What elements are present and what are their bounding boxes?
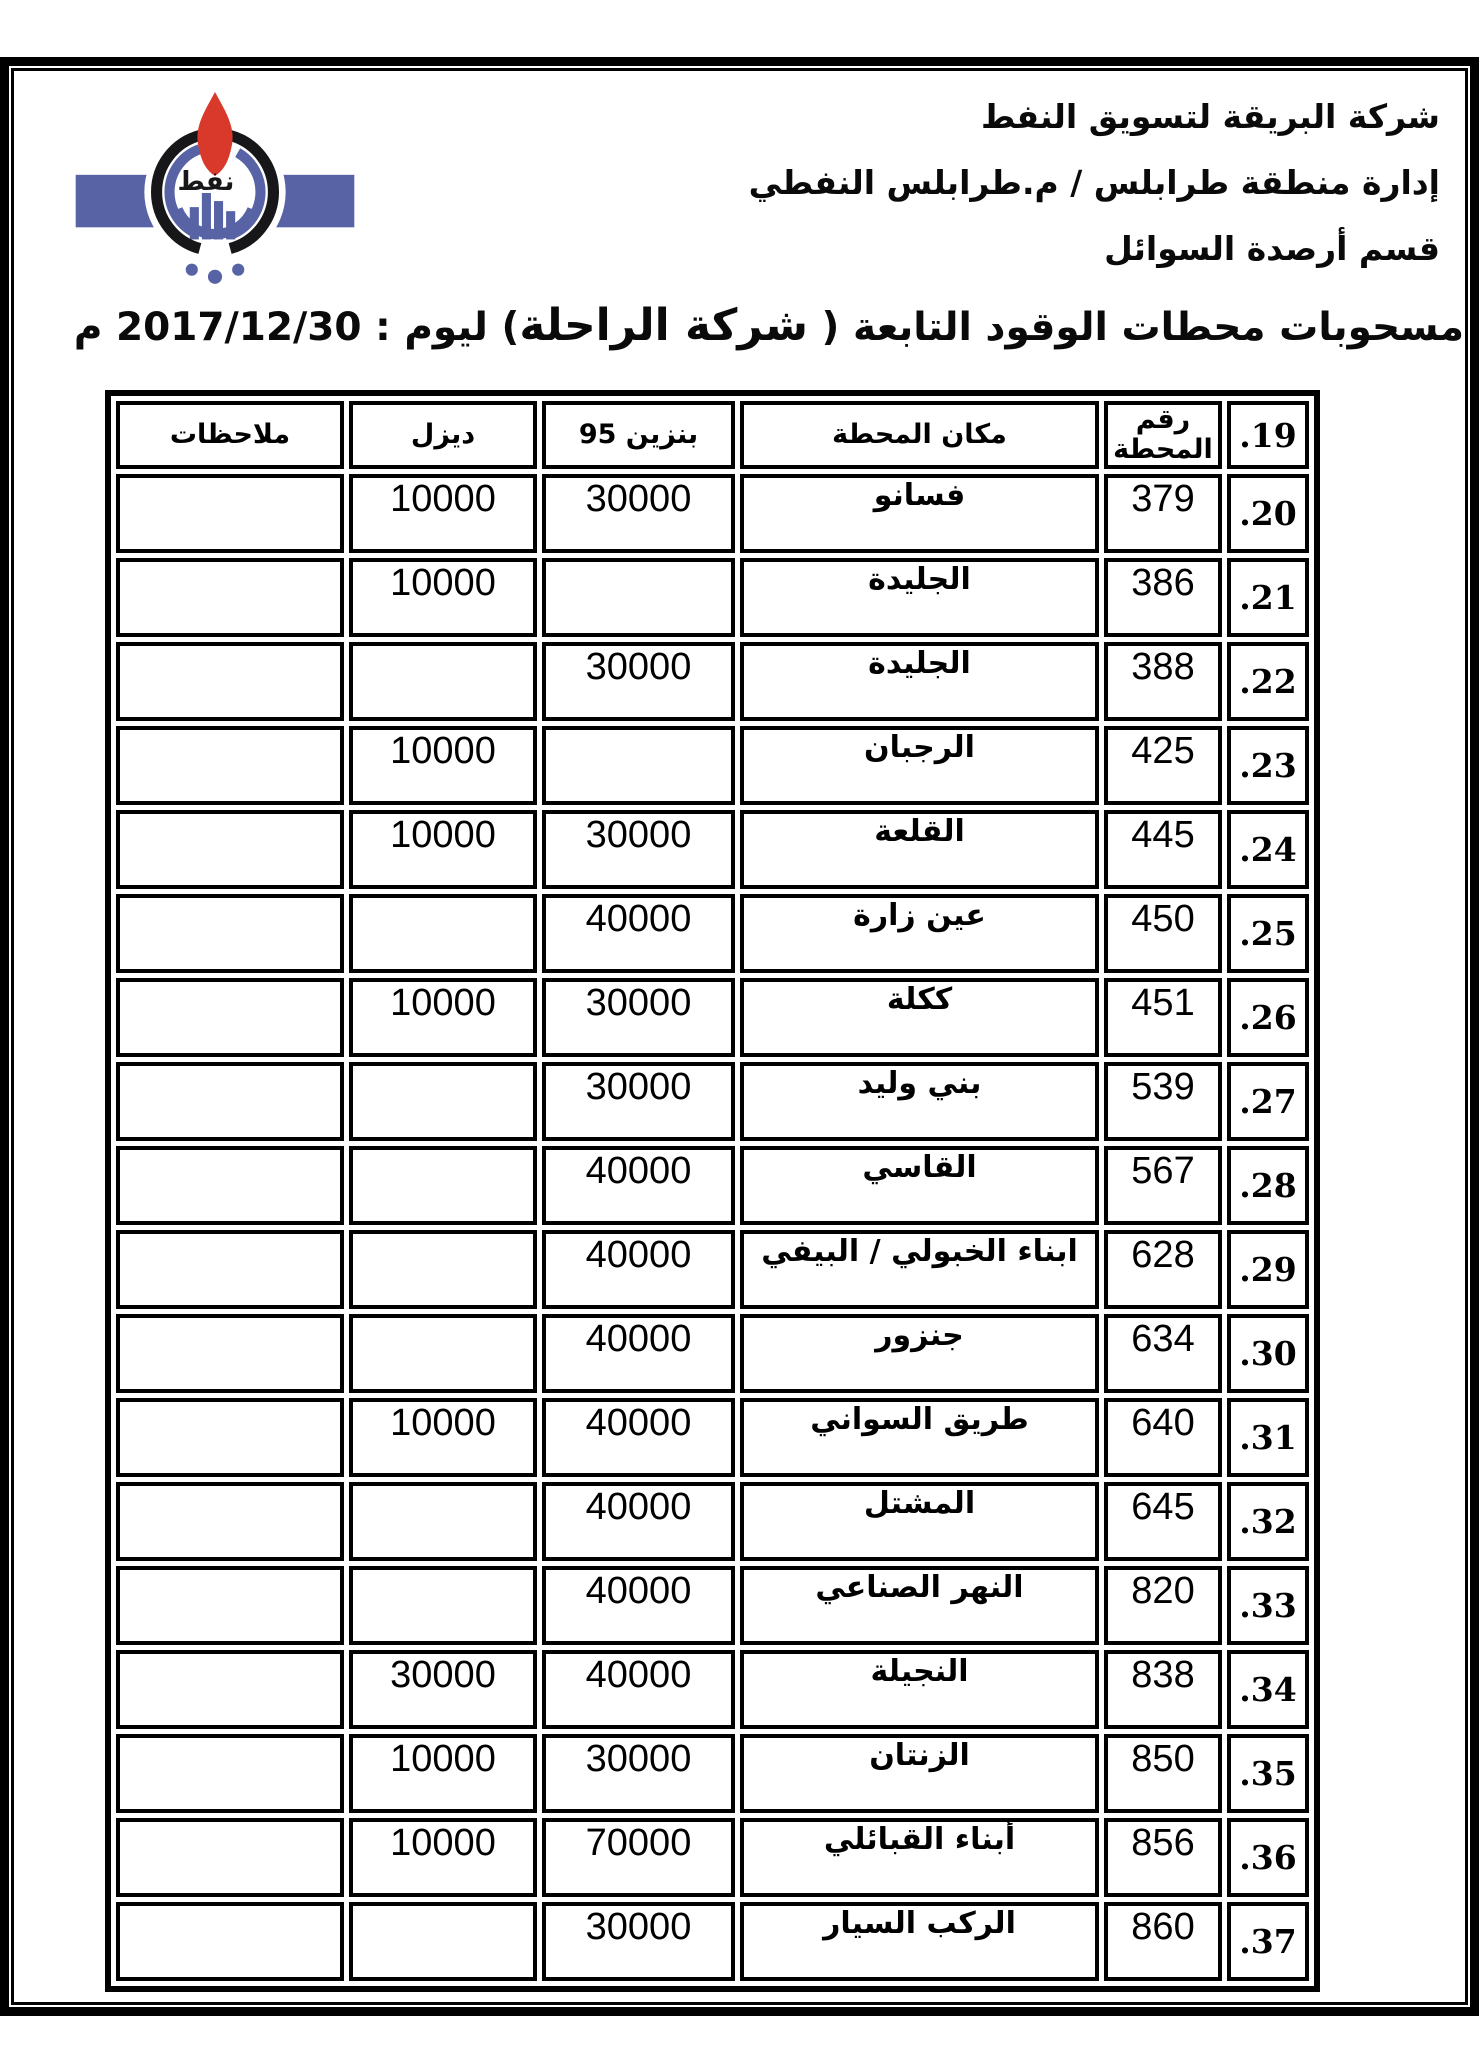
row-number-cell: [1227, 1650, 1309, 1729]
table-row: [116, 1062, 1309, 1141]
benzin95-amount-cell: 30000: [542, 1902, 735, 1981]
station-location-cell: النجيلة: [740, 1650, 1099, 1729]
table-row: [116, 474, 1309, 553]
table-row: [116, 1146, 1309, 1225]
notes-cell: [116, 1482, 344, 1561]
diesel-amount-cell: [349, 1314, 537, 1393]
row-number: .33: [1239, 1586, 1297, 1625]
diesel-amount-cell: 10000: [349, 1398, 537, 1477]
station-number-cell: 820: [1104, 1566, 1222, 1645]
row-number: .25: [1239, 914, 1297, 953]
station-location-cell: طريق السواني: [740, 1398, 1099, 1477]
org-department-line: قسم أرصدة السوائل: [1104, 229, 1440, 268]
title-prefix: مسحوبات محطات الوقود التابعة (: [807, 305, 1464, 350]
benzin95-amount-cell: 40000: [542, 1230, 735, 1309]
notes-cell: [116, 810, 344, 889]
row-number: .26: [1239, 998, 1297, 1037]
benzin95-amount-cell: 30000: [542, 642, 735, 721]
table-row: [116, 894, 1309, 973]
station-location-cell: ككلة: [740, 978, 1099, 1057]
station-location-cell: الزنتان: [740, 1734, 1099, 1813]
notes-cell: [116, 1146, 344, 1225]
title-company-name: شركة الراحلة: [519, 300, 808, 351]
table-row: [116, 1314, 1309, 1393]
row-number: .21: [1239, 578, 1297, 617]
row-number-cell: [1227, 1314, 1309, 1393]
header-notes: ملاحظات: [116, 401, 344, 469]
oil-flame-emblem-icon: [72, 88, 358, 300]
station-number-cell: 856: [1104, 1818, 1222, 1897]
station-number-cell: 628: [1104, 1230, 1222, 1309]
benzin95-amount-cell: 40000: [542, 894, 735, 973]
row-number: .30: [1239, 1334, 1297, 1373]
station-number-cell: 539: [1104, 1062, 1222, 1141]
station-number-cell: 388: [1104, 642, 1222, 721]
notes-cell: [116, 978, 344, 1057]
notes-cell: [116, 1818, 344, 1897]
diesel-amount-cell: 10000: [349, 558, 537, 637]
row-number: .32: [1239, 1502, 1297, 1541]
table-row: [116, 1818, 1309, 1897]
row-number-cell: [1227, 1734, 1309, 1813]
row-number-cell: [1227, 1230, 1309, 1309]
diesel-amount-cell: [349, 1482, 537, 1561]
notes-cell: [116, 894, 344, 973]
benzin95-amount-cell: 40000: [542, 1146, 735, 1225]
logo-caption: نفط: [177, 166, 235, 197]
station-location-cell: القاسي: [740, 1146, 1099, 1225]
station-location-cell: فسانو: [740, 474, 1099, 553]
station-location-cell: أبناء القبائلي: [740, 1818, 1099, 1897]
benzin95-amount-cell: 30000: [542, 978, 735, 1057]
benzin95-amount-cell: 40000: [542, 1314, 735, 1393]
station-location-cell: المشتل: [740, 1482, 1099, 1561]
station-location-cell: عين زارة: [740, 894, 1099, 973]
notes-cell: [116, 726, 344, 805]
header-diesel: ديزل: [349, 401, 537, 469]
table-row: [116, 978, 1309, 1057]
diesel-amount-cell: 10000: [349, 726, 537, 805]
diesel-amount-cell: [349, 1230, 537, 1309]
benzin95-amount-cell: 40000: [542, 1398, 735, 1477]
table-row: [116, 1734, 1309, 1813]
table-row: [116, 1566, 1309, 1645]
letterhead: [540, 84, 1440, 282]
benzin95-amount-cell: [542, 558, 735, 637]
diesel-amount-cell: [349, 894, 537, 973]
row-number-cell: [1227, 474, 1309, 553]
notes-cell: [116, 474, 344, 553]
benzin95-amount-cell: 30000: [542, 474, 735, 553]
row-number: .31: [1239, 1418, 1297, 1457]
notes-cell: [116, 1230, 344, 1309]
row-number: .29: [1239, 1250, 1297, 1289]
station-number-cell: 379: [1104, 474, 1222, 553]
diesel-amount-cell: [349, 1902, 537, 1981]
table-row: [116, 1902, 1309, 1981]
notes-cell: [116, 1650, 344, 1729]
table-row: [116, 558, 1309, 637]
benzin95-amount-cell: 40000: [542, 1566, 735, 1645]
table-row: [116, 726, 1309, 805]
station-number-cell: 445: [1104, 810, 1222, 889]
row-number: .35: [1239, 1754, 1297, 1793]
station-location-cell: الركب السيار: [740, 1902, 1099, 1981]
station-location-cell: الرجبان: [740, 726, 1099, 805]
notes-cell: [116, 1566, 344, 1645]
table-row: [116, 1650, 1309, 1729]
row-number-cell: [1227, 642, 1309, 721]
benzin95-amount-cell: 40000: [542, 1482, 735, 1561]
table-row: [116, 1230, 1309, 1309]
station-location-cell: الجليدة: [740, 642, 1099, 721]
diesel-amount-cell: 10000: [349, 810, 537, 889]
benzin95-amount-cell: 70000: [542, 1818, 735, 1897]
station-location-cell: الجليدة: [740, 558, 1099, 637]
diesel-amount-cell: 10000: [349, 1818, 537, 1897]
title-suffix: ) ليوم : 2017/12/30 م: [73, 305, 520, 350]
row-number-cell: [1227, 978, 1309, 1057]
station-number-cell: 850: [1104, 1734, 1222, 1813]
row-number-cell: [1227, 1818, 1309, 1897]
station-number-cell: 451: [1104, 978, 1222, 1057]
table-row: [116, 810, 1309, 889]
station-number-cell: 860: [1104, 1902, 1222, 1981]
row-number-cell: [1227, 1146, 1309, 1225]
brega-oil-logo: [72, 88, 358, 300]
diesel-amount-cell: [349, 1062, 537, 1141]
fuel-withdrawals-table: [105, 390, 1320, 1992]
row-number: .36: [1239, 1838, 1297, 1877]
station-number-cell: 450: [1104, 894, 1222, 973]
row-number-cell: [1227, 1482, 1309, 1561]
row-number: .23: [1239, 746, 1297, 785]
station-number-cell: 640: [1104, 1398, 1222, 1477]
notes-cell: [116, 642, 344, 721]
benzin95-amount-cell: 30000: [542, 810, 735, 889]
benzin95-amount-cell: 30000: [542, 1062, 735, 1141]
row-number: .20: [1239, 494, 1297, 533]
benzin95-amount-cell: 40000: [542, 1650, 735, 1729]
diesel-amount-cell: 30000: [349, 1650, 537, 1729]
diesel-amount-cell: 10000: [349, 474, 537, 553]
diesel-amount-cell: [349, 1146, 537, 1225]
header-station-number: رقم المحطة: [1104, 401, 1222, 469]
station-number-cell: 425: [1104, 726, 1222, 805]
station-location-cell: بني وليد: [740, 1062, 1099, 1141]
row-number: .34: [1239, 1670, 1297, 1709]
diesel-amount-cell: [349, 1566, 537, 1645]
row-number-cell: [1227, 726, 1309, 805]
benzin95-amount-cell: 30000: [542, 1734, 735, 1813]
header-row-number: .19: [1239, 415, 1297, 455]
table-header-row: [116, 401, 1309, 469]
row-number-cell: [1227, 1062, 1309, 1141]
table-row: [116, 642, 1309, 721]
row-number: .22: [1239, 662, 1297, 701]
header-row-number-cell: [1227, 401, 1309, 469]
row-number: .24: [1239, 830, 1297, 869]
header-station-location: مكان المحطة: [740, 401, 1099, 469]
station-location-cell: القلعة: [740, 810, 1099, 889]
fuel-withdrawals-table-container: [105, 390, 1320, 1992]
station-location-cell: النهر الصناعي: [740, 1566, 1099, 1645]
notes-cell: [116, 1398, 344, 1477]
station-number-cell: 838: [1104, 1650, 1222, 1729]
row-number: .28: [1239, 1166, 1297, 1205]
notes-cell: [116, 1314, 344, 1393]
diesel-amount-cell: 10000: [349, 978, 537, 1057]
station-number-cell: 386: [1104, 558, 1222, 637]
row-number-cell: [1227, 894, 1309, 973]
notes-cell: [116, 558, 344, 637]
station-number-cell: 567: [1104, 1146, 1222, 1225]
station-location-cell: جنزور: [740, 1314, 1099, 1393]
station-location-cell: ابناء الخبولي / البيفي: [740, 1230, 1099, 1309]
document-title: [73, 300, 1464, 354]
table-row: [116, 1482, 1309, 1561]
header-benzin95: بنزين 95: [542, 401, 735, 469]
station-number-cell: 634: [1104, 1314, 1222, 1393]
row-number-cell: [1227, 1902, 1309, 1981]
row-number-cell: [1227, 1398, 1309, 1477]
row-number: .37: [1239, 1922, 1297, 1961]
row-number-cell: [1227, 1566, 1309, 1645]
notes-cell: [116, 1062, 344, 1141]
notes-cell: [116, 1734, 344, 1813]
row-number: .27: [1239, 1082, 1297, 1121]
benzin95-amount-cell: [542, 726, 735, 805]
org-name-line: شركة البريقة لتسويق النفط: [980, 97, 1440, 136]
station-number-cell: 645: [1104, 1482, 1222, 1561]
org-branch-line: إدارة منطقة طرابلس / م.طرابلس النفطي: [748, 163, 1440, 202]
notes-cell: [116, 1902, 344, 1981]
table-row: [116, 1398, 1309, 1477]
diesel-amount-cell: [349, 642, 537, 721]
row-number-cell: [1227, 558, 1309, 637]
diesel-amount-cell: 10000: [349, 1734, 537, 1813]
row-number-cell: [1227, 810, 1309, 889]
